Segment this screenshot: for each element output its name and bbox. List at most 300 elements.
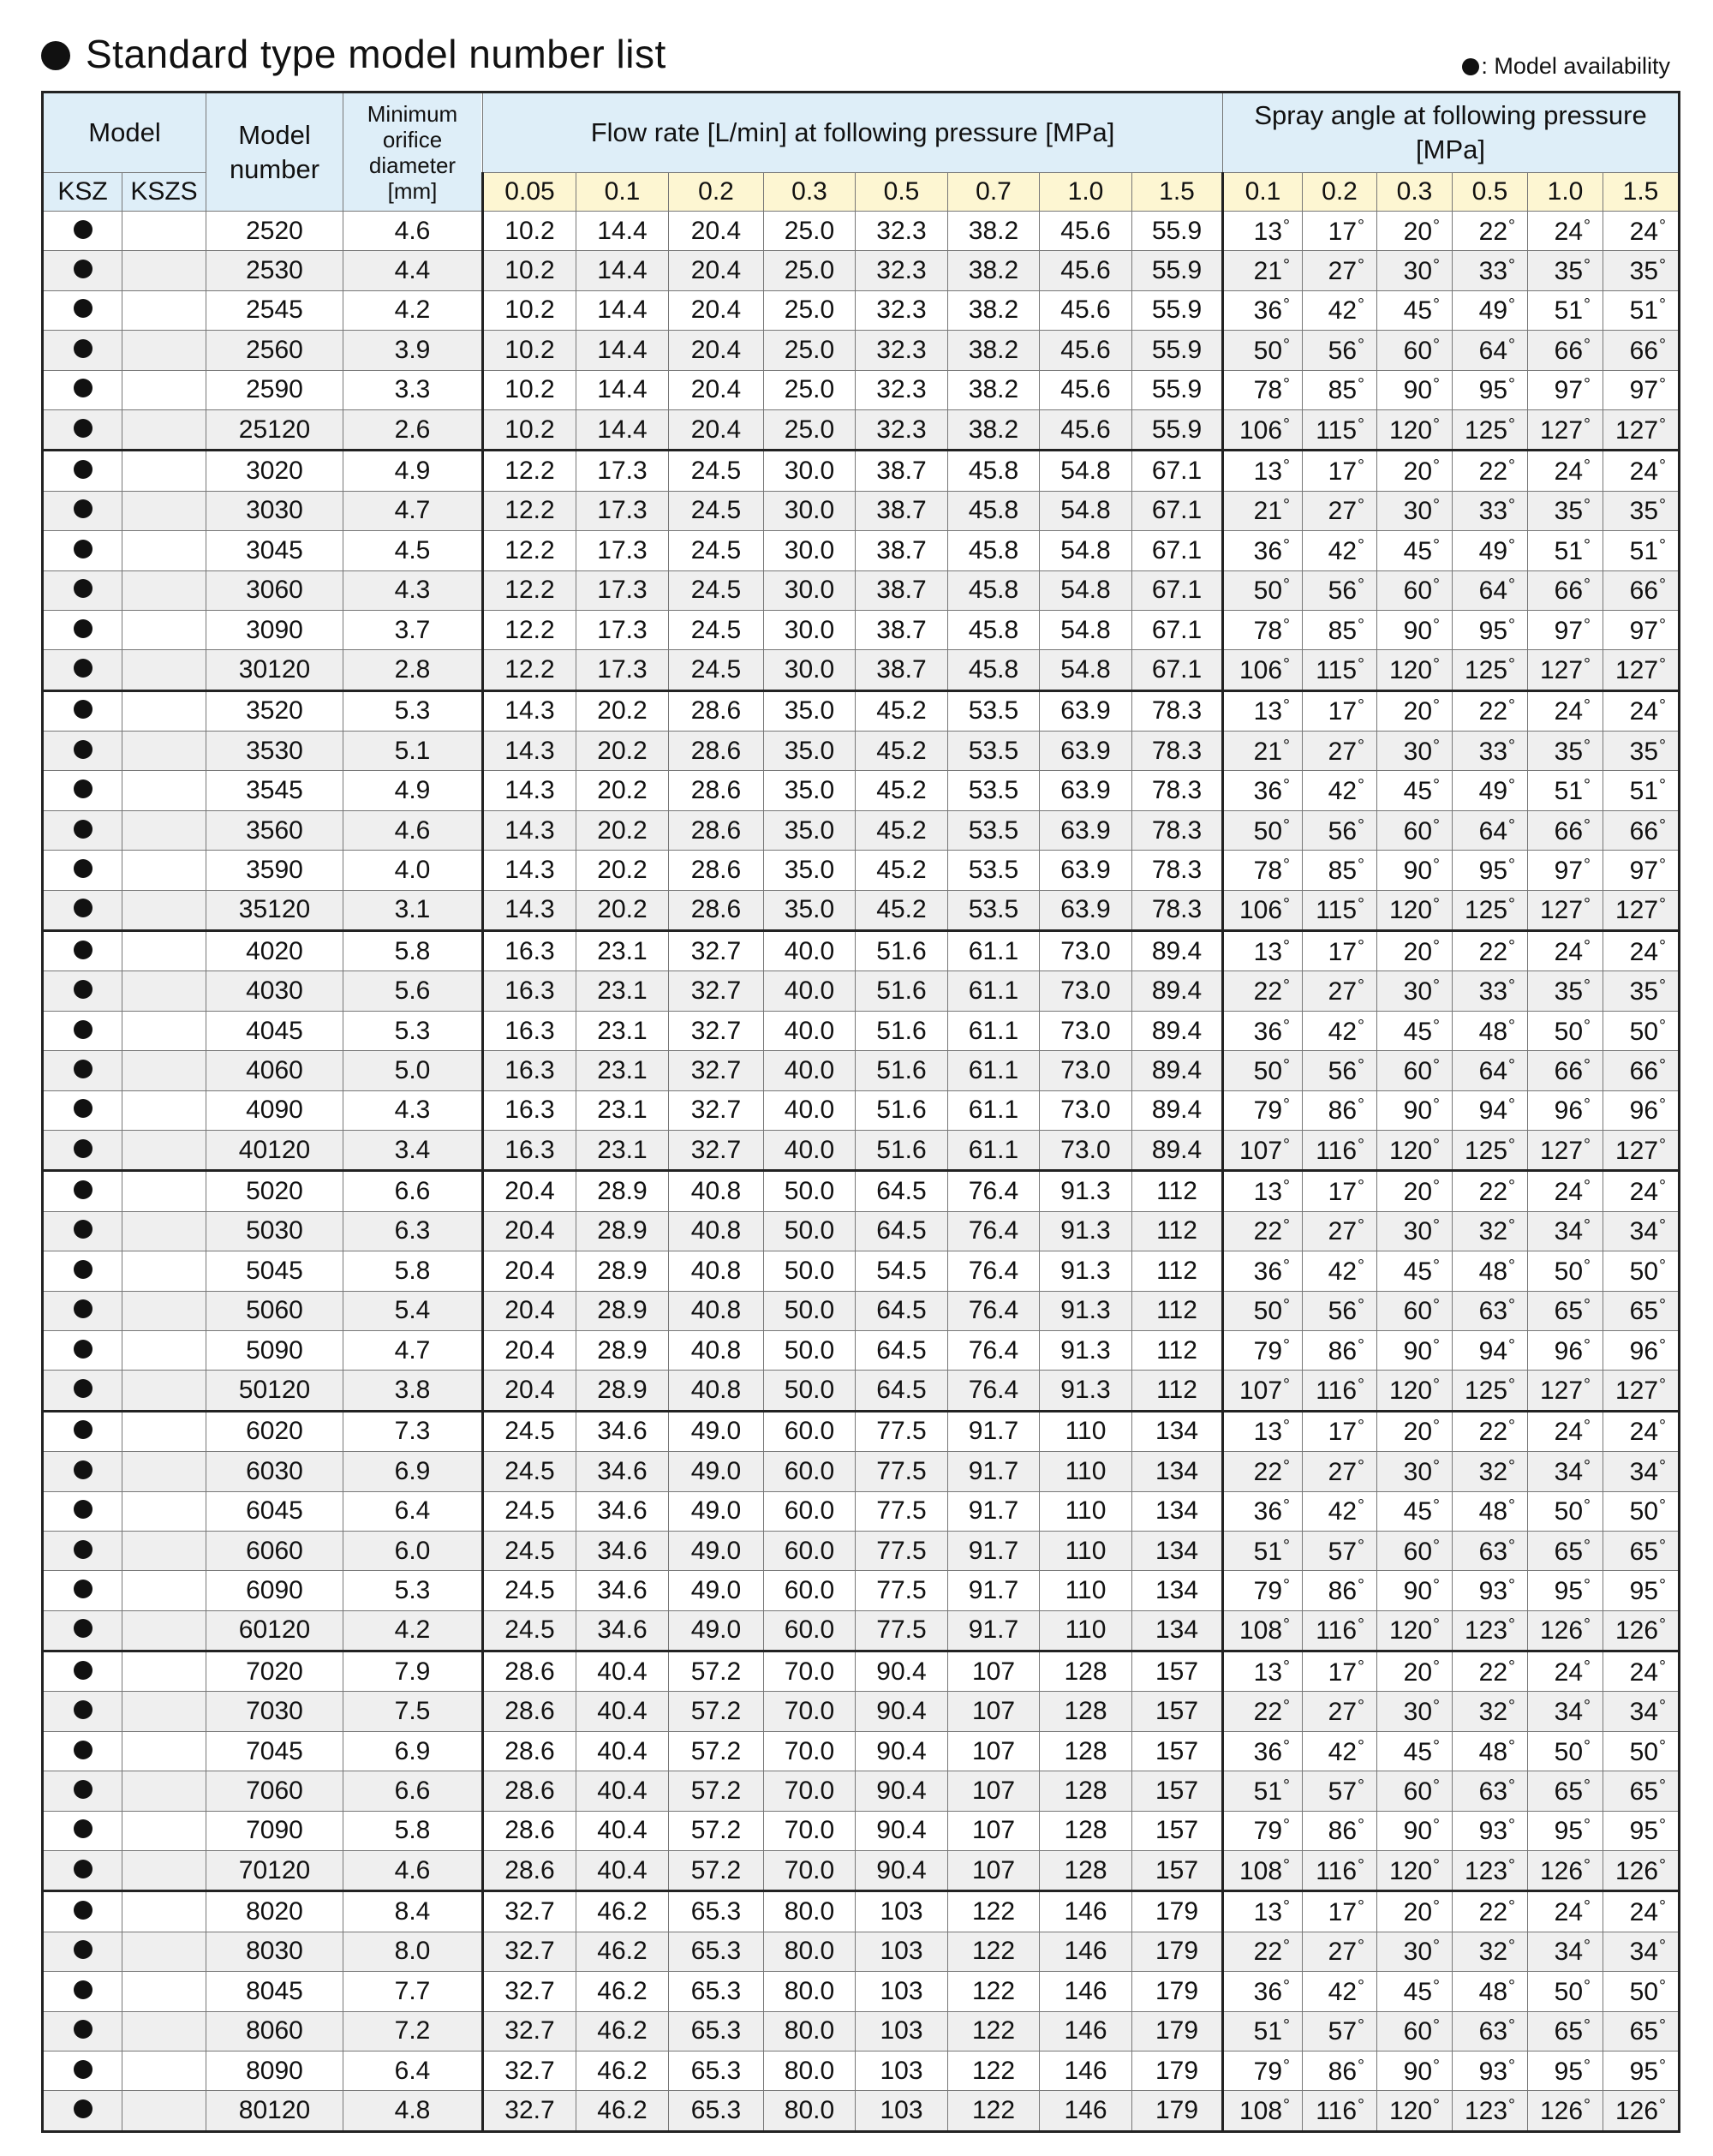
cell-value: 65.3	[690, 1897, 742, 1926]
cell-value: 4060	[246, 1055, 303, 1084]
flow-rate-cell	[1132, 732, 1223, 771]
spray-angle-cell	[1528, 1090, 1603, 1130]
cell-value: 2530	[246, 256, 303, 285]
cell-value: 36	[1253, 777, 1283, 806]
cell-value: 4.2	[394, 1616, 431, 1645]
spray-angle-cell	[1377, 1291, 1453, 1330]
spray-angle-cell	[1223, 690, 1303, 731]
cell-value: 17.3	[597, 496, 648, 525]
flow-rate-cell	[856, 212, 948, 251]
kszs-availability-cell	[122, 1491, 206, 1531]
spray-angle-cell	[1303, 1371, 1377, 1411]
spray-angle-cell	[1223, 1610, 1303, 1651]
spray-angle-cell	[1223, 1371, 1303, 1411]
spray-angle-cell	[1528, 1411, 1603, 1451]
degree-symbol: °	[1283, 256, 1291, 276]
cell-value: 3.1	[394, 895, 431, 924]
cell-value: 60	[1403, 816, 1433, 845]
cell-value: 125	[1464, 1136, 1508, 1165]
degree-symbol: °	[1508, 256, 1516, 276]
cell-value: 93	[1478, 1576, 1508, 1605]
spray-angle-cell	[1223, 1851, 1303, 1891]
cell-value: 78.3	[1151, 855, 1203, 884]
flow-rate-cell	[669, 1731, 764, 1771]
cell-value: 20	[1403, 1898, 1433, 1927]
flow-rate-cell	[1040, 1291, 1132, 1330]
cell-value: 38.7	[876, 535, 927, 564]
cell-value: 53.5	[968, 736, 1019, 765]
spray-angle-cell	[1377, 732, 1453, 771]
orifice-diameter-cell	[343, 2011, 483, 2051]
cell-value: 30	[1403, 497, 1433, 526]
cell-value: 49	[1478, 777, 1508, 806]
kszs-availability-cell	[122, 971, 206, 1011]
table-row	[43, 1811, 1680, 1850]
flow-rate-cell	[669, 1891, 764, 1932]
flow-rate-cell	[669, 1371, 764, 1411]
cell-value: 107	[971, 1776, 1016, 1805]
cell-value: 35	[1554, 977, 1584, 1006]
spray-angle-cell	[1603, 1932, 1680, 1971]
cell-value: 40.8	[690, 1376, 742, 1405]
cell-value: 80.0	[784, 1897, 835, 1926]
flow-rate-cell	[576, 1771, 669, 1811]
degree-symbol: °	[1283, 496, 1291, 516]
cell-value: 108	[1238, 2097, 1283, 2126]
flow-rate-cell	[483, 1211, 576, 1251]
ksz-availability-cell	[43, 1171, 122, 1211]
flow-rate-cell	[1040, 971, 1132, 1011]
cell-value: 17.3	[597, 615, 648, 644]
flow-rate-cell	[856, 1171, 948, 1211]
cell-value: 14.4	[597, 216, 648, 245]
spray-angle-cell	[1453, 1692, 1528, 1731]
degree-symbol: °	[1433, 1096, 1441, 1115]
availability-dot-icon	[74, 700, 93, 719]
degree-symbol: °	[1283, 1376, 1291, 1395]
cell-value: 24	[1554, 457, 1584, 487]
spray-angle-cell	[1528, 409, 1603, 450]
flow-rate-cell	[948, 1011, 1040, 1050]
spray-angle-cell	[1453, 1610, 1528, 1651]
cell-value: 127	[1615, 1377, 1659, 1406]
degree-symbol: °	[1659, 375, 1667, 395]
ksz-availability-cell	[43, 1051, 122, 1090]
cell-value: 32.3	[876, 335, 927, 364]
cell-value: 3520	[246, 696, 303, 726]
flow-rate-cell	[764, 971, 856, 1011]
cell-value: 66	[1629, 816, 1659, 845]
degree-symbol: °	[1508, 696, 1516, 716]
cell-value: 107	[1238, 1136, 1283, 1165]
orifice-diameter-cell	[343, 451, 483, 491]
flow-rate-cell	[948, 1491, 1040, 1531]
cell-value: 35.0	[784, 895, 835, 924]
degree-symbol: °	[1659, 1736, 1667, 1756]
cell-value: 65	[1554, 1537, 1584, 1566]
cell-value: 38.7	[876, 576, 927, 605]
flow-rate-cell	[856, 1972, 948, 2011]
spray-angle-cell	[1303, 851, 1377, 890]
cell-value: 46.2	[597, 1937, 648, 1966]
flow-rate-cell	[764, 212, 856, 251]
flow-rate-cell	[948, 1771, 1040, 1811]
cell-value: 66	[1554, 576, 1584, 606]
table-row	[43, 1251, 1680, 1291]
table-row	[43, 491, 1680, 530]
cell-value: 122	[971, 1976, 1016, 2005]
cell-value: 35.0	[784, 855, 835, 884]
spray-angle-cell	[1453, 1851, 1528, 1891]
cell-value: 33	[1478, 497, 1508, 526]
cell-value: 128	[1064, 1697, 1107, 1726]
spray-angle-cell	[1453, 331, 1528, 370]
cell-value: 6045	[246, 1496, 303, 1526]
cell-value: 73.0	[1060, 1016, 1111, 1045]
availability-dot-icon	[74, 659, 93, 678]
cell-value: 8020	[246, 1897, 303, 1926]
spray-pressure-header: 0.1	[1223, 173, 1303, 212]
flow-rate-cell	[576, 1610, 669, 1651]
flow-rate-cell	[764, 331, 856, 370]
degree-symbol: °	[1508, 216, 1516, 236]
cell-value: 5.0	[394, 1055, 431, 1084]
degree-symbol: °	[1283, 895, 1291, 915]
cell-value: 24.5	[690, 535, 742, 564]
degree-symbol: °	[1584, 2096, 1591, 2116]
degree-symbol: °	[1358, 415, 1365, 434]
cell-value: 78	[1253, 616, 1283, 645]
cell-value: 50.0	[784, 1335, 835, 1365]
spray-angle-cell	[1377, 1130, 1453, 1170]
cell-value: 45.8	[968, 615, 1019, 644]
kszs-availability-cell	[122, 331, 206, 370]
cell-value: 7.2	[394, 2016, 431, 2046]
cell-value: 90.4	[876, 1697, 927, 1726]
kszs-availability-cell	[122, 1571, 206, 1610]
model-number-cell	[206, 1011, 343, 1050]
flow-rate-cell	[1132, 331, 1223, 370]
cell-value: 128	[1064, 1657, 1107, 1686]
flow-rate-cell	[483, 690, 576, 731]
flow-rate-cell	[856, 851, 948, 890]
flow-rate-cell	[856, 1531, 948, 1570]
cell-value: 51.6	[876, 1016, 927, 1045]
spray-angle-cell	[1303, 1411, 1377, 1451]
degree-symbol: °	[1358, 1937, 1365, 1956]
degree-symbol: °	[1659, 576, 1667, 595]
flow-rate-cell	[948, 1452, 1040, 1491]
degree-symbol: °	[1584, 1177, 1591, 1197]
spray-angle-cell	[1603, 1011, 1680, 1050]
spray-angle-cell	[1223, 1051, 1303, 1090]
availability-dot-icon	[74, 1780, 93, 1799]
availability-dot-icon	[74, 619, 93, 638]
cell-value: 50	[1554, 1737, 1584, 1766]
ksz-availability-cell	[43, 610, 122, 649]
cell-value: 22	[1253, 1698, 1283, 1727]
cell-value: 38.2	[968, 216, 1019, 245]
flow-rate-cell	[1040, 491, 1132, 530]
model-number-cell	[206, 1330, 343, 1370]
orifice-diameter-cell	[343, 2051, 483, 2090]
flow-rate-cell	[483, 771, 576, 810]
table-row	[43, 771, 1680, 810]
cell-value: 86	[1328, 1817, 1358, 1846]
flow-rate-cell	[856, 1251, 948, 1291]
cell-value: 97	[1554, 616, 1584, 645]
orifice-diameter-cell	[343, 409, 483, 450]
spray-angle-cell	[1377, 1411, 1453, 1451]
flow-rate-cell	[669, 2011, 764, 2051]
degree-symbol: °	[1508, 296, 1516, 315]
spray-angle-cell	[1528, 1571, 1603, 1610]
degree-symbol: °	[1584, 535, 1591, 555]
flow-rate-cell	[576, 331, 669, 370]
table-row	[43, 1932, 1680, 1971]
cell-value: 36	[1253, 296, 1283, 325]
cell-value: 56	[1328, 1297, 1358, 1326]
kszs-availability-cell	[122, 531, 206, 570]
degree-symbol: °	[1659, 415, 1667, 434]
spray-angle-cell	[1603, 1051, 1680, 1090]
cell-value: 22	[1478, 217, 1508, 246]
cell-value: 55.9	[1151, 375, 1203, 404]
flow-rate-cell	[856, 732, 948, 771]
spray-angle-cell	[1528, 1051, 1603, 1090]
degree-symbol: °	[1283, 1496, 1291, 1516]
cell-value: 46.2	[597, 2016, 648, 2046]
cell-value: 30.0	[784, 457, 835, 486]
cell-value: 46.2	[597, 2096, 648, 2125]
table-row	[43, 370, 1680, 409]
cell-value: 30.0	[784, 496, 835, 525]
cell-value: 90.4	[876, 1736, 927, 1765]
flow-rate-cell	[856, 1692, 948, 1731]
flow-rate-cell	[1132, 1771, 1223, 1811]
cell-value: 65.3	[690, 2056, 742, 2085]
orifice-diameter-cell	[343, 1371, 483, 1411]
cell-value: 30120	[238, 654, 311, 684]
cell-value: 89.4	[1151, 1016, 1203, 1045]
cell-value: 91.3	[1060, 1177, 1111, 1206]
cell-value: 60	[1403, 1297, 1433, 1326]
cell-value: 134	[1155, 1575, 1199, 1604]
flow-rate-cell	[576, 409, 669, 450]
cell-value: 134	[1155, 1616, 1199, 1645]
cell-value: 5.8	[394, 1256, 431, 1285]
cell-value: 32.7	[690, 1055, 742, 1084]
degree-symbol: °	[1283, 335, 1291, 355]
cell-value: 45	[1403, 536, 1433, 565]
cell-value: 35.0	[784, 696, 835, 726]
cell-value: 77.5	[876, 1616, 927, 1645]
table-row	[43, 1491, 1680, 1531]
cell-value: 24	[1554, 937, 1584, 966]
cell-value: 14.4	[597, 256, 648, 285]
cell-value: 14.3	[504, 855, 555, 884]
kszs-availability-cell	[122, 1610, 206, 1651]
cell-value: 13	[1253, 457, 1283, 487]
cell-value: 36	[1253, 1977, 1283, 2006]
cell-value: 46.2	[597, 1897, 648, 1926]
degree-symbol: °	[1584, 1697, 1591, 1717]
cell-value: 157	[1155, 1697, 1199, 1726]
degree-symbol: °	[1358, 216, 1365, 236]
flow-rate-cell	[483, 1571, 576, 1610]
availability-dot-icon	[74, 499, 93, 518]
cell-value: 79	[1253, 1336, 1283, 1365]
ksz-availability-cell	[43, 732, 122, 771]
degree-symbol: °	[1508, 1697, 1516, 1717]
flow-rate-cell	[1040, 1651, 1132, 1692]
flow-rate-cell	[669, 1692, 764, 1731]
spray-angle-cell	[1377, 1891, 1453, 1932]
degree-symbol: °	[1508, 615, 1516, 635]
cell-value: 34	[1554, 1698, 1584, 1727]
cell-value: 51	[1629, 536, 1659, 565]
kszs-availability-cell	[122, 251, 206, 290]
degree-symbol: °	[1508, 1855, 1516, 1875]
cell-value: 110	[1065, 1616, 1107, 1645]
cell-value: 17	[1328, 457, 1358, 487]
cell-value: 3560	[246, 815, 303, 845]
cell-value: 40.8	[690, 1216, 742, 1245]
table-row	[43, 851, 1680, 890]
spray-angle-cell	[1528, 1291, 1603, 1330]
flow-rate-cell	[669, 1610, 764, 1651]
cell-value: 3545	[246, 776, 303, 805]
spray-angle-cell	[1223, 1651, 1303, 1692]
degree-symbol: °	[1433, 375, 1441, 395]
spray-angle-cell	[1223, 2051, 1303, 2090]
cell-value: 24	[1629, 1657, 1659, 1687]
header-ksz: KSZ	[43, 173, 122, 212]
model-number-cell	[206, 451, 343, 491]
flow-rate-cell	[856, 570, 948, 610]
ksz-availability-cell	[43, 1330, 122, 1370]
spray-angle-cell	[1303, 491, 1377, 530]
availability-dot-icon	[74, 1940, 93, 1959]
flow-rate-cell	[483, 1651, 576, 1692]
cell-value: 40.0	[784, 1096, 835, 1125]
availability-dot-icon	[74, 1180, 93, 1199]
kszs-availability-cell	[122, 1851, 206, 1891]
cell-value: 24	[1629, 457, 1659, 487]
flow-rate-cell	[483, 610, 576, 649]
spray-angle-cell	[1377, 212, 1453, 251]
spray-pressure-header: 1.0	[1528, 173, 1603, 212]
degree-symbol: °	[1584, 895, 1591, 915]
cell-value: 116	[1316, 1136, 1358, 1165]
flow-rate-cell	[576, 451, 669, 491]
spray-angle-cell	[1223, 1531, 1303, 1570]
ksz-availability-cell	[43, 1130, 122, 1170]
degree-symbol: °	[1584, 1536, 1591, 1556]
flow-rate-cell	[1132, 1051, 1223, 1090]
spray-angle-cell	[1223, 1330, 1303, 1370]
spray-angle-cell	[1377, 1090, 1453, 1130]
flow-rate-cell	[576, 1531, 669, 1570]
cell-value: 115	[1316, 655, 1358, 684]
cell-value: 179	[1155, 1897, 1199, 1926]
spray-angle-cell	[1528, 2051, 1603, 2090]
flow-rate-cell	[1132, 370, 1223, 409]
spray-angle-cell	[1453, 1130, 1528, 1170]
cell-value: 3030	[246, 496, 303, 525]
spray-angle-cell	[1377, 370, 1453, 409]
flow-rate-cell	[669, 1771, 764, 1811]
flow-rate-cell	[764, 1731, 856, 1771]
degree-symbol: °	[1508, 1976, 1516, 1996]
degree-symbol: °	[1659, 335, 1667, 355]
spray-angle-cell	[1377, 570, 1453, 610]
cell-value: 95	[1478, 376, 1508, 405]
degree-symbol: °	[1659, 736, 1667, 755]
spray-angle-cell	[1603, 212, 1680, 251]
table-row	[43, 732, 1680, 771]
flow-rate-cell	[483, 1491, 576, 1531]
cell-value: 32.7	[690, 1096, 742, 1125]
flow-rate-cell	[1040, 2011, 1132, 2051]
flow-rate-cell	[1040, 290, 1132, 330]
spray-angle-cell	[1528, 570, 1603, 610]
availability-dot-icon	[74, 859, 93, 878]
cell-value: 16.3	[504, 976, 555, 1006]
cell-value: 16.3	[504, 1096, 555, 1125]
cell-value: 63.9	[1060, 736, 1111, 765]
flow-rate-cell	[1040, 610, 1132, 649]
cell-value: 45.6	[1060, 256, 1111, 285]
ksz-availability-cell	[43, 212, 122, 251]
flow-rate-cell	[483, 2091, 576, 2131]
spray-angle-cell	[1223, 732, 1303, 771]
cell-value: 50.0	[784, 1256, 835, 1285]
model-number-cell	[206, 1090, 343, 1130]
flow-rate-cell	[764, 690, 856, 731]
cell-value: 112	[1156, 1256, 1197, 1285]
spray-angle-cell	[1223, 1491, 1303, 1531]
spray-angle-cell	[1453, 1811, 1528, 1850]
spray-angle-cell	[1603, 732, 1680, 771]
spray-angle-cell	[1377, 690, 1453, 731]
cell-value: 50	[1629, 1017, 1659, 1046]
flow-rate-cell	[856, 1211, 948, 1251]
spray-angle-cell	[1453, 1571, 1528, 1610]
flow-rate-cell	[856, 650, 948, 690]
flow-rate-cell	[669, 2091, 764, 2131]
cell-value: 79	[1253, 1817, 1283, 1846]
cell-value: 30.0	[784, 615, 835, 644]
cell-value: 16.3	[504, 1135, 555, 1164]
cell-value: 34	[1629, 1457, 1659, 1486]
cell-value: 2590	[246, 375, 303, 404]
cell-value: 54.8	[1060, 496, 1111, 525]
spray-angle-cell	[1453, 1171, 1528, 1211]
cell-value: 93	[1478, 1817, 1508, 1846]
flow-rate-cell	[948, 1692, 1040, 1731]
cell-value: 23.1	[597, 936, 648, 965]
flow-rate-cell	[669, 1932, 764, 1971]
cell-value: 57.2	[690, 1776, 742, 1805]
spray-angle-cell	[1303, 1090, 1377, 1130]
spray-angle-cell	[1303, 1692, 1377, 1731]
degree-symbol: °	[1433, 1376, 1441, 1395]
degree-symbol: °	[1508, 1736, 1516, 1756]
spray-angle-cell	[1223, 851, 1303, 890]
ksz-availability-cell	[43, 2011, 122, 2051]
spray-angle-cell	[1377, 1211, 1453, 1251]
